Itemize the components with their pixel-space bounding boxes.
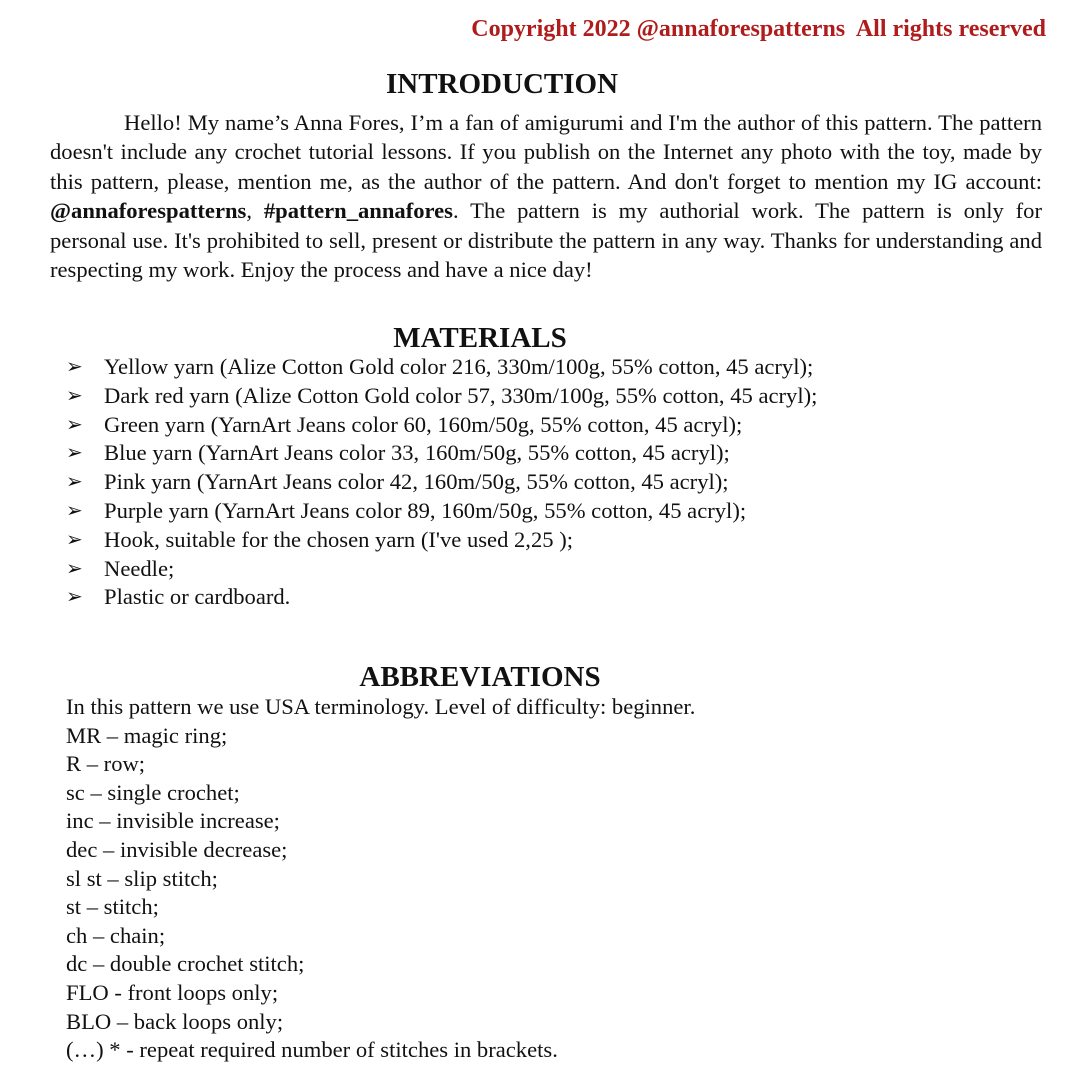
abbreviation-item: R – row; (66, 751, 146, 777)
list-item (66, 382, 817, 411)
arrow-bullet-icon: ➢ (66, 356, 83, 378)
arrow-bullet-icon: ➢ (66, 384, 83, 407)
arrow-bullet-icon: ➢ (66, 471, 83, 494)
instagram-account: @annaforespatterns (50, 198, 247, 224)
abbreviation-item: MR – magic ring; (66, 722, 228, 748)
materials-heading: MATERIALS (393, 322, 567, 354)
list-item (66, 468, 817, 497)
list-item (66, 353, 817, 382)
materials-list (66, 353, 817, 612)
material-text: Plastic or cardboard. (104, 584, 291, 610)
abbreviation-item: sl st – slip stitch; (66, 865, 218, 891)
list-item (66, 497, 817, 526)
arrow-bullet-icon: ➢ (66, 528, 83, 551)
list-item (66, 555, 817, 584)
abbreviation-item: ch – chain; (66, 922, 166, 948)
material-text: Green yarn (YarnArt Jeans color 60, 160m/50g, 55% cotton, 45 acryl); (104, 411, 743, 437)
abbreviations-heading: ABBREVIATIONS (359, 661, 601, 693)
intro-separator: , (246, 198, 264, 224)
introduction-paragraph (50, 108, 1042, 284)
material-text: Needle; (104, 555, 175, 581)
material-text: Hook, suitable for the chosen yarn (I've used 2,25 ); (104, 526, 573, 552)
list-item (66, 411, 817, 440)
material-text: Dark red yarn (Alize Cotton Gold color 57, 330m/100g, 55% cotton, 45 acryl); (104, 382, 818, 408)
abbreviation-item: FLO - front loops only; (66, 979, 279, 1005)
abbreviation-item: st – stitch; (66, 894, 159, 920)
material-text: Yellow yarn (Alize Cotton Gold color 216, 330m/100g, 55% cotton, 45 acryl); (104, 354, 814, 379)
intro-text-part2: . The pattern is my authorial work. The pattern is only for personal use. It's prohibited to sell, present or distribute the pattern in any way. Thanks for understanding and respecting my work. Enjoy the process and have a nice day! (50, 198, 1043, 283)
introduction-heading: INTRODUCTION (385, 68, 619, 100)
abbreviation-item: BLO – back loops only; (66, 1008, 284, 1034)
material-text: Blue yarn (YarnArt Jeans color 33, 160m/50g, 55% cotton, 45 acryl); (104, 440, 730, 466)
list-item (66, 583, 817, 612)
material-text: Pink yarn (YarnArt Jeans color 42, 160m/50g, 55% cotton, 45 acryl); (104, 469, 729, 495)
arrow-bullet-icon: ➢ (66, 557, 83, 580)
abbreviations-list (66, 693, 695, 1065)
arrow-bullet-icon: ➢ (66, 586, 83, 609)
arrow-bullet-icon: ➢ (66, 413, 83, 436)
terminology-note: In this pattern we use USA terminology. Level of difficulty: beginner. (66, 694, 696, 719)
abbreviation-item: sc – single crochet; (66, 779, 240, 805)
list-item (66, 526, 817, 555)
copyright-notice: Copyright 2022 @annaforespatterns All rights reserved (471, 16, 1046, 42)
material-text: Purple yarn (YarnArt Jeans color 89, 160m/50g, 55% cotton, 45 acryl); (104, 497, 747, 523)
pattern-hashtag: #pattern_annafores (263, 198, 453, 224)
abbreviation-item: (…) * - repeat required number of stitches in brackets. (66, 1037, 558, 1063)
abbreviation-item: inc – invisible increase; (66, 808, 280, 834)
arrow-bullet-icon: ➢ (66, 499, 83, 522)
list-item (66, 439, 817, 468)
intro-text-part1: Hello! My name’s Anna Fores, I’m a fan of amigurumi and I'm the author of this pattern. The pattern doesn't include any crochet tutorial lessons. If you publish on the Internet any photo with the toy, made by this pattern, please, mention me, as the author of the pattern. And don't forget to mention my IG account: (50, 110, 1042, 194)
arrow-bullet-icon: ➢ (66, 442, 83, 465)
abbreviation-item: dc – double crochet stitch; (66, 951, 305, 977)
abbreviation-item: dec – invisible decrease; (66, 836, 288, 862)
